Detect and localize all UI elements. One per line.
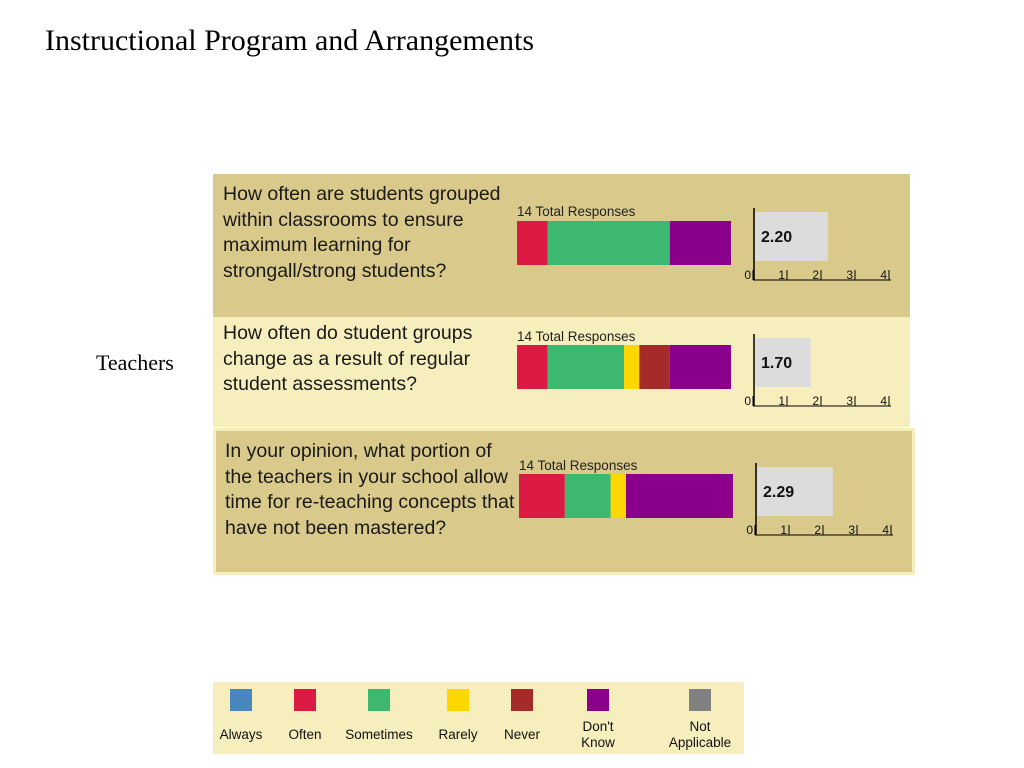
question-row-2 [213,317,910,427]
bar-segment-don-t-know [626,474,733,518]
stacked-bar-1 [517,221,731,265]
bar-segment-rarely [624,345,639,389]
mean-tick-label: 2 [812,268,819,282]
group-label: Teachers [96,350,174,375]
mean-tick-label: 2 [812,394,819,408]
mean-value-label: 2.29 [763,484,795,501]
legend-label-dont-know: Don't Know [581,719,615,750]
legend-swatch-dont-know [587,689,609,711]
mean-tick-label: 4 [880,394,887,408]
legend-swatch-rarely [447,689,469,711]
survey-panel [213,170,915,575]
mean-chart-1 [744,204,909,284]
stacked-bar-3 [519,474,733,518]
mean-tick-label: 3 [846,268,853,282]
mean-tick-label: 3 [848,523,855,537]
mean-tick-label: 4 [882,523,889,537]
responses-label-2: 14 Total Responses [517,329,636,344]
mean-tick-label: 1 [778,268,785,282]
legend-item-rarely [433,682,483,754]
legend-label-always: Always [219,727,263,742]
mean-tick-label: 1 [780,523,787,537]
legend-label-not-applicable: Not Applicable [668,719,732,750]
legend-swatch-always [230,689,252,711]
mean-chart-3 [746,459,911,539]
mean-tick-label: 1 [778,394,785,408]
legend-item-never [497,682,547,754]
mean-tick-label: 4 [880,268,887,282]
legend-item-sometimes [340,682,418,754]
mean-tick-label: 2 [814,523,821,537]
question-text-3: In your opinion, what portion of the teachers in your school allow time for re-teaching concepts that have not been mastered? [225,440,515,539]
legend-swatch-sometimes [368,689,390,711]
bar-segment-sometimes [565,474,611,518]
bar-segment-never [639,345,670,389]
bar-segment-don-t-know [670,345,731,389]
bar-segment-rarely [611,474,626,518]
stacked-bar-2 [517,345,731,389]
legend-label-sometimes: Sometimes [345,727,413,742]
bar-segment-don-t-know [670,221,731,265]
legend-item-not-applicable [662,682,738,754]
legend-swatch-not-applicable [689,689,711,711]
legend-swatch-never [511,689,533,711]
legend-item-dont-know [570,682,626,754]
responses-label-3: 14 Total Responses [519,458,638,473]
mean-value-label: 2.20 [761,229,793,246]
legend-label-never: Never [503,727,540,742]
legend [213,682,744,754]
legend-item-always [213,682,269,754]
responses-label-1: 14 Total Responses [517,204,636,219]
bar-segment-often [517,345,548,389]
bar-segment-sometimes [548,345,624,389]
mean-chart-2 [744,330,909,410]
mean-value-label: 1.70 [761,355,793,372]
question-row-3 [215,431,912,572]
mean-tick-label: 0 [746,523,753,537]
question-text-2: How often do student groups change as a result of regular student assessments? [223,322,473,395]
slide-title: Instructional Program and Arrangements [45,24,535,57]
question-text-1: How often are students grouped within classrooms to ensure maximum learning for strongall/strong students? [223,183,501,282]
legend-label-rarely: Rarely [438,727,478,742]
mean-tick-label: 3 [846,394,853,408]
legend-label-often: Often [288,727,322,742]
mean-tick-label: 0 [744,394,751,408]
bar-segment-often [517,221,548,265]
bar-segment-often [519,474,565,518]
question-row-1 [213,174,910,317]
legend-item-often [283,682,327,754]
legend-swatch-often [294,689,316,711]
bar-segment-sometimes [548,221,670,265]
mean-tick-label: 0 [744,268,751,282]
